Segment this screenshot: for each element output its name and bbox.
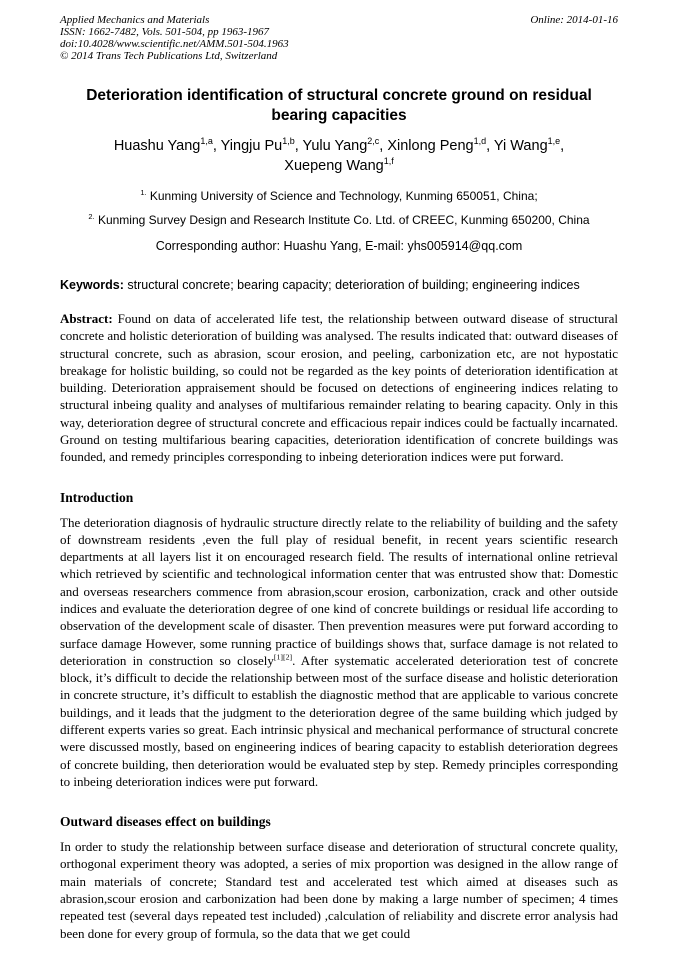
author	[113, 135, 221, 154]
author-separator: ,	[212, 137, 221, 154]
affiliation-text: Kunming University of Science and Technology, Kunming 650051, China;	[146, 188, 538, 203]
paper-title: Deterioration identification of structural concrete ground on residual bearing capacities	[86, 87, 592, 124]
online-date: Online: 2014-01-16	[530, 14, 618, 26]
author	[220, 135, 303, 154]
journal-name: Applied Mechanics and Materials	[60, 14, 210, 26]
author-superscript: 1,f	[383, 156, 394, 167]
author-separator: ,	[379, 137, 388, 154]
journal-issn-line: ISSN: 1662-7482, Vols. 501-504, pp 1963-1967	[60, 26, 269, 38]
corresponding-author-line: Corresponding author: Huashu Yang, E-mail: yhs005914@qq.com	[155, 238, 523, 253]
section-heading: Introduction	[60, 489, 134, 505]
author-name: Xuepeng Wang	[284, 158, 384, 175]
paragraph-text: In order to study the relationship between surface disease and deterioration of structural concrete quality, orthogonal experiment theory was adopted, a series of mix proportion was designed in the allow range of main materials of concrete; Standard test and accelerated test which aimed at diseases such as abrasion,scour erosion and carbonization had been done by making a large number of specimen; 4 times repeated test (several days repeated test included) ,calculation of reliability and discrete error analysis had been done for every group of formula, so the data that we get could	[60, 839, 618, 941]
affiliation-2	[60, 213, 618, 228]
paragraph-text: The deterioration diagnosis of hydraulic structure directly relate to the reliability of building and the safety of downstream residents ,even the full play of residual benefit, in recent years scientific research departments at all layers list it on encouraged research field. The results of international online retrieval which retrieved by scientific and technological information center that was entrusted show that: Domestic and overseas researchers commence from abrasion,scour erosion, carbonization, crack and other outside indices and evaluate the deterioration degree of one kind of concrete buildings or residual life according to observation of the development scale of disaster. Then prevention measures were put forward according to surface damage However, some running practice of buildings shows that, surface damage is not related to deterioration in construction so closely	[60, 514, 618, 668]
journal-header	[60, 14, 618, 62]
affiliation-superscript: 2.	[88, 211, 95, 221]
author	[493, 135, 565, 154]
author-separator: ,	[560, 137, 565, 154]
author-superscript: 2,c	[367, 135, 380, 146]
affiliation-superscript: 1.	[140, 187, 147, 197]
section-paragraph	[60, 514, 618, 791]
author	[302, 135, 388, 154]
section-heading: Outward diseases effect on buildings	[60, 814, 271, 830]
section-paragraph	[60, 838, 618, 942]
author-name: Xinlong Peng	[387, 137, 474, 154]
author-line	[60, 136, 618, 177]
author-name: Yingju Pu	[220, 137, 283, 154]
journal-header-left	[60, 14, 289, 62]
author-separator: ,	[294, 137, 303, 154]
abstract-paragraph	[60, 310, 618, 466]
author-superscript: 1,a	[200, 135, 213, 146]
author	[284, 158, 393, 174]
section-outward-diseases	[60, 814, 618, 942]
paragraph-text: . After systematic accelerated deterioration test of concrete block, it’s difficult to decide the relationship between most of the surface disease and holistic deterioration in concrete structure, it’s difficult to establish the diagnostic method that are applicable to various concrete buildings, and it leads that the judgment to the deterioration degree of the same building which judged by different experts varies so great. Each intrinsic physical and mechanical performance of structural concrete were discussed mostly, based on engineering indices of bearing capacity to establish deterioration degrees of concrete building, then deterioration would be evaluated step by step. Remedy principles corresponding to inbeing deterioration indices were put forward.	[60, 652, 618, 789]
affiliation-text: Kunming Survey Design and Research Institute Co. Ltd. of CREEC, Kunming 650200, China	[94, 212, 590, 227]
keywords-line	[60, 277, 618, 293]
affiliation-1	[60, 189, 618, 204]
author-name: Yi Wang	[493, 137, 548, 154]
citation-marker: [1][2]	[273, 652, 293, 662]
author-superscript: 1,e	[547, 135, 561, 146]
keywords-label: Keywords:	[60, 277, 124, 292]
keywords-text: structural concrete; bearing capacity; deterioration of building; engineering indices	[123, 277, 580, 292]
journal-doi-line: doi:10.4028/www.scientific.net/AMM.501-504.1963	[60, 38, 289, 50]
section-introduction	[60, 490, 618, 791]
author-separator: ,	[486, 137, 494, 154]
author	[387, 135, 494, 154]
journal-copyright-line: © 2014 Trans Tech Publications Ltd, Switzerland	[60, 50, 278, 62]
abstract-text: Found on data of accelerated life test, the relationship between outward disease of structural concrete and holistic deterioration of building was analysed. The results indicated that: outward diseases of structural concrete, such as abrasion, scour erosion, and peeling, carbonization etc, are not hypostatic breakage for holistic building, so could not be regarded as the key points of deterioration identification at building. Deterioration appraisement should be focused on detections of engineering indices relating to structural inbeing quality and analyses of multifarious remainder relating to bearing capacity. Only in this way, deterioration degree of structural concrete and efficacious repair indices could be factually incarnated. Ground on testing multifarious bearing capacities, deterioration identification of concrete buildings was founded, and remedy principles corresponding to inbeing deterioration indices were put forward.	[60, 311, 619, 465]
abstract-label: Abstract:	[60, 311, 113, 327]
author-name: Huashu Yang	[113, 137, 201, 154]
author-superscript: 1,d	[473, 135, 487, 146]
author-name: Yulu Yang	[302, 137, 368, 154]
author-superscript: 1,b	[282, 135, 295, 146]
